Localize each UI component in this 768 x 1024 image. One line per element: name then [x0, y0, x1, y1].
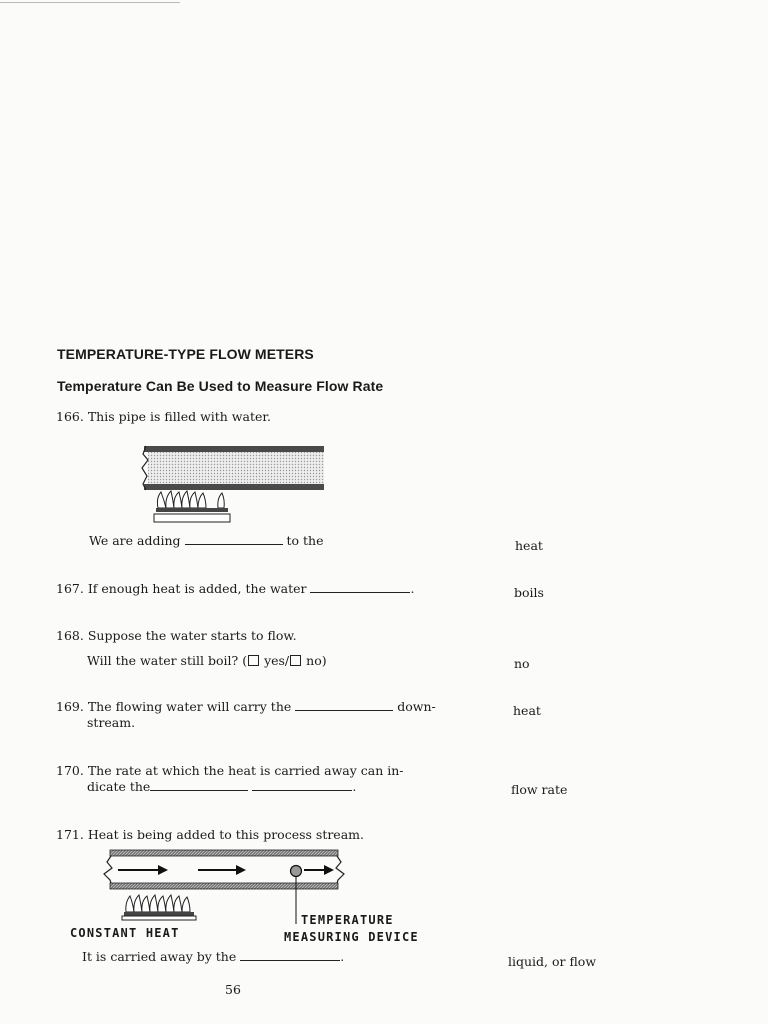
- item-166-prompt: We are adding to the: [89, 533, 324, 548]
- top-rule: [0, 2, 180, 3]
- item-166-question: [56, 409, 271, 424]
- item-number: 166.: [56, 409, 84, 424]
- caption-temperature: TEMPERATURE: [301, 913, 394, 927]
- stream-pipe-break-right: [336, 856, 344, 883]
- item-169-question: 169. The flowing water will carry the down-: [56, 699, 436, 714]
- answer-blank: [240, 959, 340, 961]
- burner-base: [154, 514, 230, 522]
- item-166-answer: heat: [515, 538, 543, 553]
- flame-icon: [157, 491, 224, 508]
- item-171-question: 171. Heat is being added to this process stream.: [56, 827, 364, 842]
- pipe-top-wall: [144, 446, 324, 452]
- answer-blank: [185, 543, 283, 545]
- item-167-question: 167. If enough heat is added, the water .: [56, 581, 415, 596]
- checkbox-yes[interactable]: [248, 655, 259, 666]
- item-168-answer: no: [514, 656, 530, 671]
- item-170-question: 170. The rate at which the heat is carried away can in-: [56, 763, 404, 778]
- section-title: TEMPERATURE-TYPE FLOW METERS: [57, 346, 314, 362]
- stream-pipe-bottom-wall: [110, 883, 338, 889]
- stream-pipe-break-left: [104, 856, 112, 883]
- answer-blank: [310, 591, 410, 593]
- answer-blank: [295, 709, 393, 711]
- temperature-sensor-icon: [291, 866, 302, 877]
- caption-constant-heat: CONSTANT HEAT: [70, 926, 180, 940]
- page-number: 56: [225, 982, 241, 997]
- item-167-answer: boils: [514, 585, 544, 600]
- pipe-break: [142, 446, 148, 490]
- pipe-water: [148, 452, 324, 484]
- subsection-title: Temperature Can Be Used to Measure Flow Rate: [57, 378, 384, 394]
- item-171-answer: liquid, or flow: [508, 954, 597, 969]
- pipe-bottom-wall: [144, 484, 324, 490]
- burner-base: [122, 916, 196, 920]
- item-168-question: 168. Suppose the water starts to flow.: [56, 628, 297, 643]
- burner-top: [156, 508, 228, 512]
- stream-pipe-top-wall: [110, 850, 338, 856]
- answer-blank: [150, 789, 248, 791]
- burner-top: [124, 912, 194, 916]
- item-text: This pipe is filled with water.: [87, 409, 271, 424]
- item-168-choice: Will the water still boil? ( yes/ no): [87, 653, 327, 668]
- flame-icon: [126, 895, 190, 912]
- answer-blank: [252, 789, 352, 791]
- item-170-answer: flow rate: [511, 782, 568, 797]
- item-170-continuation: dicate the .: [87, 779, 357, 794]
- item-169-continuation: stream.: [87, 715, 136, 730]
- heated-pipe-diagram: [138, 442, 330, 526]
- item-169-answer: heat: [513, 703, 541, 718]
- checkbox-no[interactable]: [290, 655, 301, 666]
- caption-measuring-device: MEASURING DEVICE: [284, 930, 419, 944]
- item-171-prompt: It is carried away by the .: [82, 949, 345, 964]
